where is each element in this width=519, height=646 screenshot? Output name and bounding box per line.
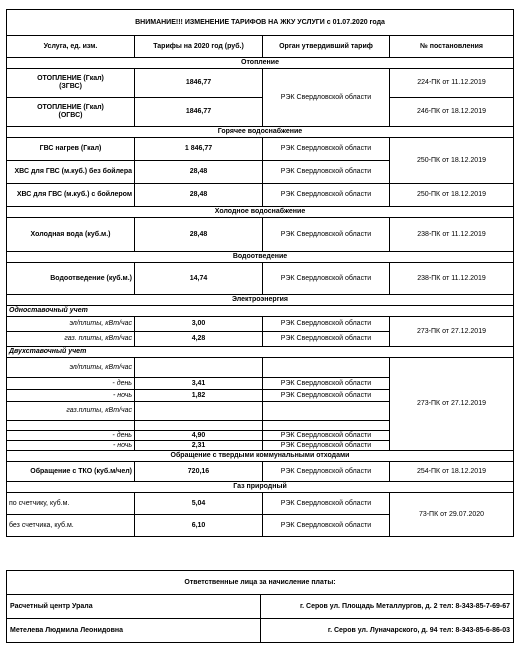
electricity-dual-label: Двухставочный учет	[7, 347, 514, 358]
electricity-dual-gas-stove: газ.плиты, кВт/час	[7, 402, 135, 421]
waste-name: Обращение с ТКО (куб.м/чел)	[7, 462, 135, 482]
hot-water-3-resolution: 250-ПК от 18.12.2019	[390, 184, 514, 207]
header-row	[7, 36, 514, 58]
heating-2-resolution: 246-ПК от 18.12.2019	[390, 98, 514, 127]
hot-water-2-authority: РЭК Свердловской области	[263, 161, 390, 184]
electricity-dual-electric-day-authority: РЭК Свердловской области	[263, 378, 390, 390]
heating-2-name-line1: ОТОПЛЕНИЕ (Гкал)	[37, 104, 104, 111]
gas-1-authority: РЭК Свердловской области	[263, 493, 390, 515]
table-row	[7, 263, 514, 295]
hot-water-2-name: ХВС для ГВС (м.куб.) без бойлера	[7, 161, 135, 184]
cold-water-tariff: 28,48	[135, 218, 263, 252]
electricity-dual-gas-night: 2,31	[135, 441, 263, 451]
electricity-dual-resolution: 273-ПК от 27.12.2019	[390, 358, 514, 451]
electricity-dual-gas-night-authority: РЭК Свердловской области	[263, 441, 390, 451]
waste-resolution: 254-ПК от 18.12.2019	[390, 462, 514, 482]
electricity-single-resolution: 273-ПК от 27.12.2019	[390, 317, 514, 347]
sewerage-resolution: 238-ПК от 11.12.2019	[390, 263, 514, 295]
sewerage-authority: РЭК Свердловской области	[263, 263, 390, 295]
section-cold-water: Холодное водоснабжение	[7, 207, 514, 218]
gas-2-authority: РЭК Свердловской области	[263, 515, 390, 537]
section-heating: Отопление	[7, 58, 514, 69]
col-header-tariff: Тарифы на 2020 год (руб.)	[135, 36, 263, 58]
table-row	[7, 462, 514, 482]
sewerage-tariff: 14,74	[135, 263, 263, 295]
hot-water-1-tariff: 1 846,77	[135, 138, 263, 161]
sewerage-name: Водоотведение (куб.м.)	[7, 263, 135, 295]
electricity-dual-gas-day-label: - день	[7, 431, 135, 441]
table-row	[7, 218, 514, 252]
section-gas: Газ природный	[7, 482, 514, 493]
page-title: ВНИМАНИЕ!!! ИЗМЕНЕНИЕ ТАРИФОВ НА ЖКУ УСЛУГИ с 01.07.2020 года	[7, 10, 514, 36]
electricity-dual-electric-night: 1,82	[135, 390, 263, 402]
electricity-dual-electric-night-label: - ночь	[7, 390, 135, 402]
table-row	[7, 619, 514, 643]
table-row	[7, 98, 514, 127]
gas-2-name: без счетчика, куб.м.	[7, 515, 135, 537]
hot-water-3-authority: РЭК Свердловской области	[263, 184, 390, 207]
gas-1-name: по счетчику, куб.м.	[7, 493, 135, 515]
col-header-service: Услуга, ед. изм.	[7, 36, 135, 58]
heating-1-name-line2: (ЗГВС)	[59, 83, 82, 90]
responsible-1-name: Расчетный центр Урала	[7, 595, 261, 619]
cold-water-authority: РЭК Свердловской области	[263, 218, 390, 252]
electricity-dual-electric-day: 3,41	[135, 378, 263, 390]
responsible-title: Ответственные лица за начисление платы:	[7, 571, 514, 595]
section-waste: Обращение с твердыми коммунальными отходами	[7, 451, 514, 462]
responsible-1-address: г. Серов ул. Площадь Металлургов, д. 2 тел: 8-343-85-7-69-67	[261, 595, 514, 619]
tariff-table	[6, 9, 514, 537]
heating-1-name-line1: ОТОПЛЕНИЕ (Гкал)	[37, 75, 104, 82]
electricity-single-1-name: эл/плиты, кВт/час	[7, 317, 135, 332]
hot-water-1-authority: РЭК Свердловской области	[263, 138, 390, 161]
electricity-single-1-authority: РЭК Свердловской области	[263, 317, 390, 332]
tariff-sheet	[6, 9, 513, 537]
responsible-2-address: г. Серов ул. Луначарского, д. 94 тел: 8-343-85-6-86-03	[261, 619, 514, 643]
table-row	[7, 595, 514, 619]
responsible-table	[6, 570, 514, 643]
cold-water-name: Холодная вода (куб.м.)	[7, 218, 135, 252]
electricity-single-1-tariff: 3,00	[135, 317, 263, 332]
empty-cell	[7, 421, 135, 431]
col-header-resolution: № постановления	[390, 36, 514, 58]
table-row	[7, 138, 514, 161]
electricity-single-2-tariff: 4,28	[135, 332, 263, 347]
hot-water-1-name: ГВС нагрев (Гкал)	[7, 138, 135, 161]
table-row	[7, 184, 514, 207]
empty-cell	[263, 421, 390, 431]
responsible-2-name: Метелева Людмила Леонидовна	[7, 619, 261, 643]
waste-authority: РЭК Свердловской области	[263, 462, 390, 482]
table-row	[7, 358, 514, 378]
electricity-single-2-name: газ. плиты, кВт/час	[7, 332, 135, 347]
heating-2-name-line2: (ОГВС)	[58, 112, 83, 119]
hot-water-3-tariff: 28,48	[135, 184, 263, 207]
electricity-dual-electric-day-label: - день	[7, 378, 135, 390]
responsible-block	[6, 570, 513, 643]
empty-cell	[135, 358, 263, 378]
empty-cell	[135, 402, 263, 421]
electricity-single-label: Одноставочный учет	[7, 306, 514, 317]
hot-water-resolution: 250-ПК от 18.12.2019	[390, 138, 514, 184]
empty-cell	[135, 421, 263, 431]
table-row	[7, 493, 514, 515]
gas-resolution: 73-ПК от 29.07.2020	[390, 493, 514, 537]
heating-1-resolution: 224-ПК от 11.12.2019	[390, 69, 514, 98]
empty-cell	[263, 402, 390, 421]
electricity-single-2-authority: РЭК Свердловской области	[263, 332, 390, 347]
electricity-dual-electric-stove: эл/плиты, кВт/час	[7, 358, 135, 378]
cold-water-resolution: 238-ПК от 11.12.2019	[390, 218, 514, 252]
hot-water-2-tariff: 28,48	[135, 161, 263, 184]
heating-1-name	[7, 69, 135, 98]
section-hot-water: Горячее водоснабжение	[7, 127, 514, 138]
heating-2-name	[7, 98, 135, 127]
gas-1-tariff: 5,04	[135, 493, 263, 515]
heating-1-tariff: 1846,77	[135, 69, 263, 98]
heating-authority: РЭК Свердловской области	[263, 69, 390, 127]
electricity-dual-electric-night-authority: РЭК Свердловской области	[263, 390, 390, 402]
gas-2-tariff: 6,10	[135, 515, 263, 537]
electricity-dual-gas-day: 4,90	[135, 431, 263, 441]
heating-2-tariff: 1846,77	[135, 98, 263, 127]
hot-water-3-name: ХВС для ГВС (м.куб.) с бойлером	[7, 184, 135, 207]
table-row	[7, 317, 514, 332]
section-electricity: Электроэнергия	[7, 295, 514, 306]
waste-tariff: 720,16	[135, 462, 263, 482]
section-sewerage: Водоотведение	[7, 252, 514, 263]
col-header-authority: Орган утвердивший тариф	[263, 36, 390, 58]
table-row	[7, 69, 514, 98]
electricity-dual-gas-day-authority: РЭК Свердловской области	[263, 431, 390, 441]
electricity-dual-gas-night-label: - ночь	[7, 441, 135, 451]
empty-cell	[263, 358, 390, 378]
